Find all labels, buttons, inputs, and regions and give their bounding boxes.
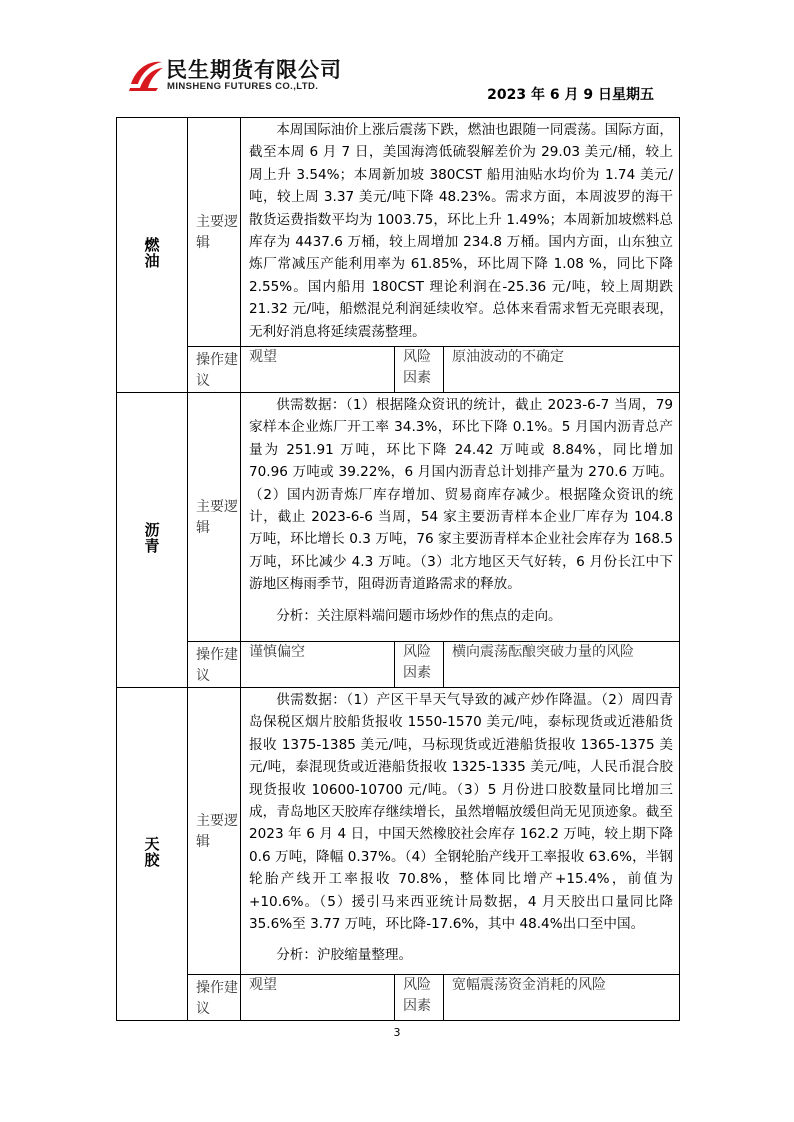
category-name: 沥青 <box>142 522 161 554</box>
analysis-text: 分析：沪胶缩量整理。 <box>276 947 413 964</box>
advice-value: 观望 <box>241 975 395 1021</box>
logic-content <box>241 118 680 347</box>
analysis-text: 分析：关注原料端问题市场炒作的焦点的走向。 <box>276 607 562 624</box>
commodity-table <box>116 117 680 1021</box>
advice-label: 操作建议 <box>188 975 241 1021</box>
category-cell <box>117 393 188 688</box>
logic-paragraph: 供需数据：（1）产区干旱天气导致的减产炒作降温。（2）周四青岛保税区烟片胶船货报收 1550-1570 美元/吨，泰标现货或近港船货报收 1375-1385 美元/吨，马标现货或近港船货报收 1365-1375 美元/吨，泰混现货或近港船货报收 1325-1335 美元/吨，人民币混合胶现货报收 10600-10700 元/吨。（3）5 月份进口胶数量同比增加三成，青岛地区天胶库存继续增长，虽然增幅放缓但尚无见顶迹象。截至 2023 年 6 月 4 日，中国天然橡胶社会库存 162.2 万吨，较上期下降 0.6 万吨，降幅 0.37%。（4）全钢轮胎产线开工率报收 63.6%，半钢轮胎产线开工率报收 70.8%，整体同比增产+15.4%，前值为+10.6%。（5）援引马来西亚统计局数据，4 月天胶出口量同比降 35.6%至 3.77 万吨，环比降-17.6%，其中 48.4%出口至中国。 <box>249 692 674 933</box>
risk-label: 风险因素 <box>395 975 444 1021</box>
advice-label: 操作建议 <box>188 347 241 393</box>
company-logo <box>128 56 368 100</box>
risk-value: 横向震荡酝酿突破力量的风险 <box>444 642 680 688</box>
asphalt-logic-row <box>117 393 680 642</box>
logic-label: 主要逻辑 <box>188 688 241 975</box>
rubber-logic-row <box>117 688 680 975</box>
logo-en-text: MINSHENG FUTURES CO.,LTD. <box>167 81 319 92</box>
category-name: 燃油 <box>142 237 161 269</box>
rubber-advice-row <box>117 975 680 1021</box>
page-number: 3 <box>393 1026 401 1039</box>
logo-cn-text: 民生期货有限公司 <box>166 58 342 82</box>
logic-paragraph: 供需数据：（1）根据隆众资讯的统计，截止 2023-6-7 当周，79 家样本企业炼厂开工率 34.3%，环比下降 0.1%。5 月国内沥青总产量为 251.91 万吨，环比下降 24.42 万吨或 8.84%，同比增加 70.96 万吨或 39.22%，6 月国内沥青总计划排产量为 270.6 万吨。（2）国内沥青炼厂库存增加、贸易商库存减少。根据隆众资讯的统计，截止 2023-6-6 当周，54 家主要沥青样本企业厂库存为 104.8 万吨，环比增长 0.3 万吨，76 家主要沥青样本企业社会库存为 168.5 万吨，环比减少 4.3 万吨。（3）北方地区天气好转，6 月份长江中下游地区梅雨季节，阻碍沥青道路需求的释放。 <box>249 397 674 593</box>
risk-label: 风险因素 <box>395 642 444 688</box>
logic-content <box>241 688 680 975</box>
category-cell <box>117 118 188 393</box>
advice-value: 观望 <box>241 347 395 393</box>
category-name: 天胶 <box>142 836 161 868</box>
risk-label: 风险因素 <box>395 347 444 393</box>
advice-label: 操作建议 <box>188 642 241 688</box>
risk-value: 宽幅震荡资金消耗的风险 <box>444 975 680 1021</box>
logic-content <box>241 393 680 642</box>
logic-paragraph: 本周国际油价上涨后震荡下跌，燃油也跟随一同震荡。国际方面，截至本周 6 月 7 日，美国海湾低硫裂解差价为 29.03 美元/桶，较上周上升 3.54%；本周新加坡 380CST 船用油贴水均价为 1.74 美元/吨，较上周 3.37 美元/吨下降 48.23%。需求方面，本周波罗的海干散货运费指数平均为 1003.75，环比上升 1.49%；本周新加坡燃料总库存为 4437.6 万桶，较上周增加 234.8 万桶。国内方面，山东独立炼厂常减压产能利用率为 61.85%，环比周下降 1.08 %，同比下降 2.55%。国内船用 180CST 理论利润在-25.36 元/吨，较上周期跌 21.32 元/吨，船燃混兑利润延续收窄。总体来看需求暂无亮眼表现，无利好消息将延续震荡整理。 <box>249 122 674 340</box>
fuel-advice-row <box>117 347 680 393</box>
page-header <box>0 0 794 112</box>
category-cell <box>117 688 188 1021</box>
advice-value: 谨慎偏空 <box>241 642 395 688</box>
asphalt-advice-row <box>117 642 680 688</box>
fuel-logic-row <box>117 118 680 347</box>
logic-label: 主要逻辑 <box>188 393 241 642</box>
risk-value: 原油波动的不确定 <box>444 347 680 393</box>
logic-label: 主要逻辑 <box>188 118 241 347</box>
report-date: 2023 年 6 月 9 日星期五 <box>487 87 654 103</box>
logo-swoosh-icon <box>128 58 164 92</box>
